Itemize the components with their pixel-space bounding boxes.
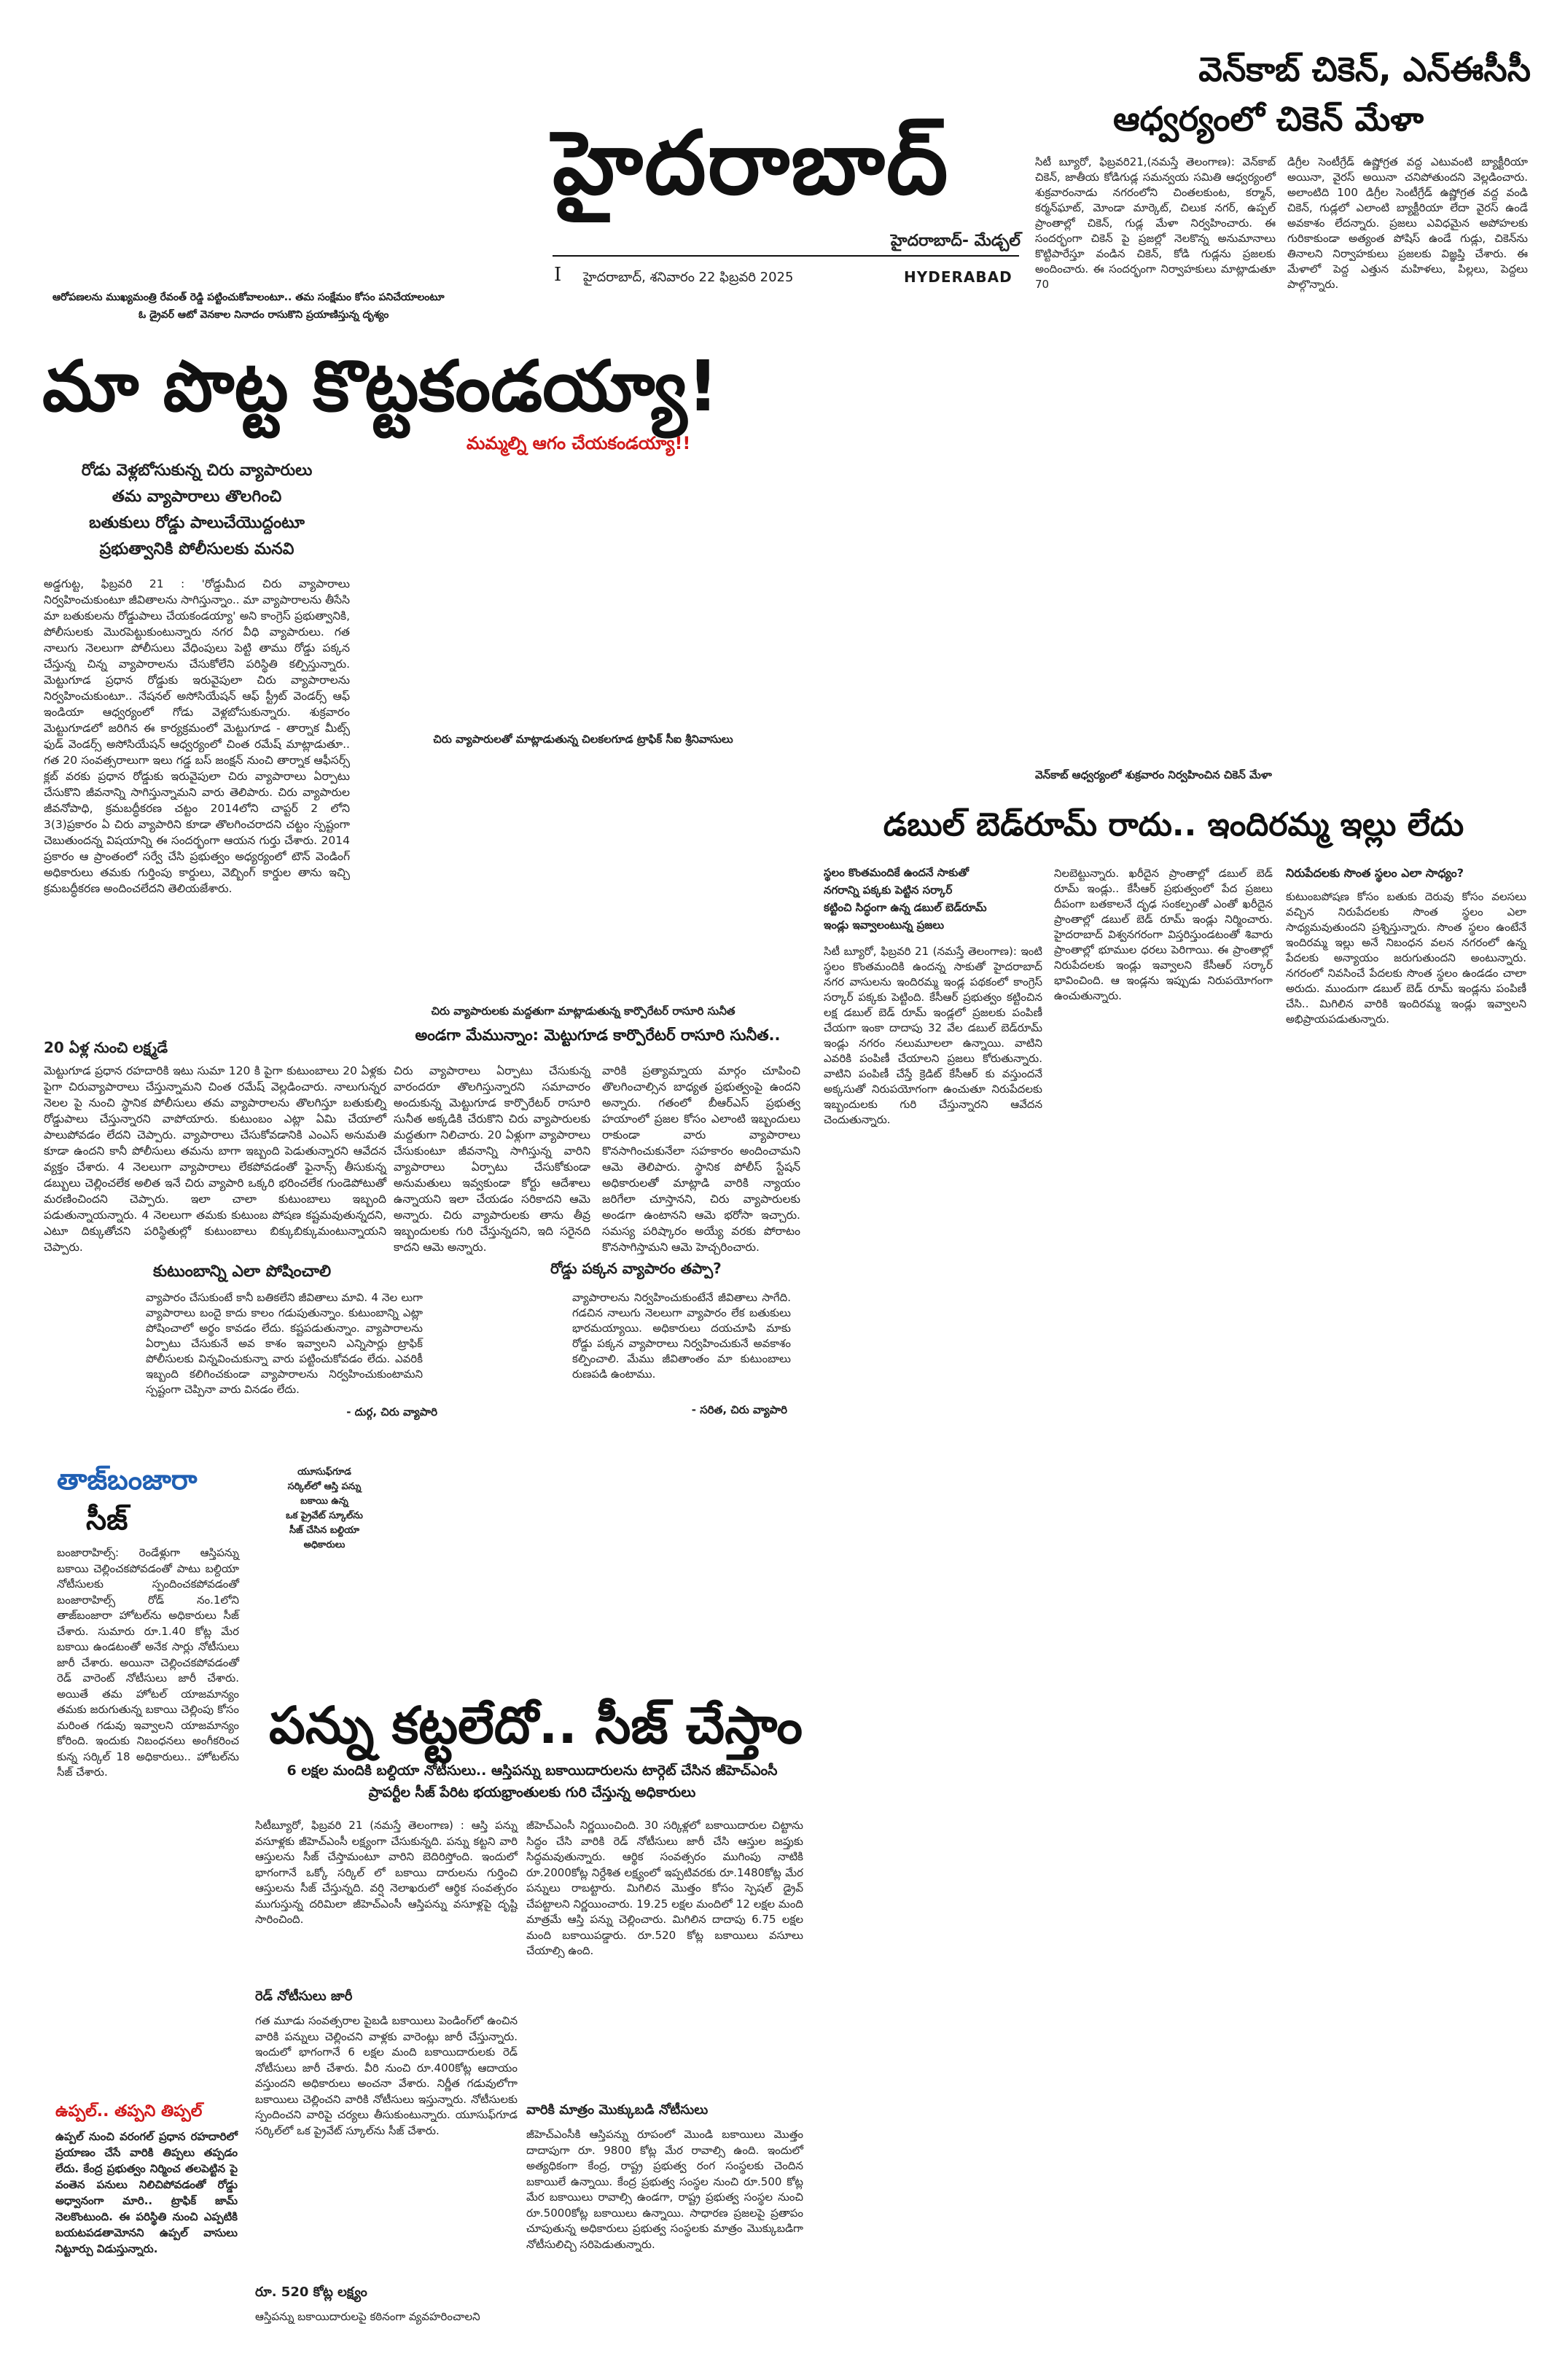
chicken-mela-photo-caption: వెన్‌కాబ్ ఆధ్వర్యంలో శుక్రవారం నిర్వహించిన చికెన్ మేళా xyxy=(1035,768,1272,781)
double-bed-kicker-line: నగరాన్ని పక్కకు పెట్టిన సర్కార్ xyxy=(824,883,953,897)
chicken-col-1: సిటీ బ్యూరో, ఫిబ్రవరి21,(నమస్తే తెలంగాణ): వెన్‌కాబ్ చికెన్, జాతీయ కోడిగుడ్ల సమన్వయ సమితి ఆధ్వర్యంలో శుక్రవారంనాడు నగరంలోని చింతలకుంట, కర్మాన్, కర్మన్‌ఘాట్, మోండా మార్కెట్, చిలుక నగర్, ఉప్పల్ ప్రాంతాల్లో చికెన్, గుడ్ల మేళా నిర్వహించారు. ఈ సందర్భంగా చికెన్ పై ప్రజల్లో నెలకొన్న అనుమానాలు కొట్టిపారేస్తూ వండిన చికెన్, కోడి గుడ్లను ప్రజలకు అందించారు. ఈ సందర్భంగా నిర్వాహకులు మాట్లాడుతూ 70 xyxy=(1035,155,1276,291)
school-photo-caption-line: అధికారులు xyxy=(303,1540,346,1550)
lead-kicker xyxy=(44,458,350,563)
tax-subhead-red-notices: రెడ్ నోటీసులు జారీ xyxy=(255,1989,353,2004)
lead-kicker-line: తమ వ్యాపారాలు తొలగించి xyxy=(112,488,282,506)
double-bed-kicker xyxy=(824,864,1042,934)
lead-kicker-line: ప్రభుత్వానికి పోలీసులకు మనవి xyxy=(99,540,294,558)
lead-col-1b: మెట్టుగూడ ప్రధాన రహదారికి ఇటు సుమా 120 కి పైగా కుటుంబాలు 20 ఏళ్లకు పైగా చిరువ్యాపారాలు చేస్తున్నామని చింత రమేష్ వెల్లడించారు. నాలుగున్నర నెలల పై నుంచి స్థానిక పోలీసులు తమ వ్యాపారాలను తొలగిస్తూ బతుకుల్ని రోడ్డుపాలు చేస్తున్నారని వాపోయారు. కుటుంబం ఎట్లా ఏమి చేయాలో పాలుపోవడం లేదని చెప్పారు. వ్యాపారాలు చేసుకోవడానికి ఎంఎస్ అనుమతి కూడా ఉందని కానీ పోలీసులు తమను బాగా ఇబ్బంది పెడుతున్నారని ఆవేదన వ్యక్తం చేశారు. 4 నెలలుగా వ్యాపారాలు లేకపోవడంతో ఫైనాన్స్ తీసుకున్న డబ్బులు చెల్లించలేక అలిత ఇనే చిరు వ్యాపారి ఒక్కరి భరించలేక గుండెపోటుతో మరణించిందని చెప్పారు. ఇలా చాలా కుటుంబాలు ఇబ్బంది పడుతున్నాయన్నారు. 4 నెలలుగా తమకు కుటుంబ పోషణ కష్టమవుతున్నదని, ఎటూ దిక్కుతోచని పరిస్థితుల్లో కుటుంబాలు బిక్కుబిక్కుమంటున్నాయని చెప్పారు. xyxy=(44,1064,386,1254)
tax-col-2b: జీహెచ్ఎంసీకి ఆస్తిపన్ను రూపంలో మొండి బకాయిలు మొత్తం దాదాపుగా రూ. 9800 కోట్ల మేర రావాల్సి ఉంది. ఇందులో అత్యధికంగా కేంద్ర, రాష్ట్ర ప్రభుత్వ రంగ సంస్థలకు చెందిన బకాయిలే ఉన్నాయి. కేంద్ర ప్రభుత్వ సంస్థల నుంచి రూ.500 కోట్ల మేర బకాయిలు రావాల్సి ఉండగా, రాష్ట్ర ప్రభుత్వ సంస్థల నుంచి రూ.5000కోట్ల బకాయిలు ఉన్నాయి. సాధారణ ప్రజలపై ప్రతాపం చూపుతున్న అధికారులు ప్రభుత్వ సంస్థలకు మాత్రం మొక్కుబడిగా నోటీసులిచ్చి సరిపెడుతున్నారు. xyxy=(526,2128,803,2251)
lead-col-3: వారికి ప్రత్యామ్నాయ మార్గం చూపించి తొలగించాల్సిన బాధ్యత ప్రభుత్వంపై ఉందని అన్నారు. గతంలో బీఆర్ఎస్ ప్రభుత్వ హయాంలో ప్రజల కోసం ఎలాంటి ఇబ్బందులు రాకుండా వారు వ్యాపారాలు కొనసాగించుకునేలా సహకారం అందించామని ఆమె తెలిపారు. స్థానిక పోలీస్ స్టేషన్ అధికారులతో మాట్లాడి వారికి న్యాయం జరిగేలా చూస్తానని, చిరు వ్యాపారులకు అండగా ఉంటానని ఆమె భరోసా ఇచ్చారు. సమస్య పరిష్కారం అయ్యే వరకు పోరాటం కొనసాగిస్తామని ఆమె హెచ్చరించారు. xyxy=(602,1064,800,1254)
school-photo-caption-line: బకాయి ఉన్న xyxy=(300,1496,348,1507)
chicken-headline-2: ఆధ్వర్యంలో చికెన్ మేళా xyxy=(1112,99,1424,138)
chicken-col-2: డిగ్రీల సెంటీగ్రేడ్ ఉష్ణోగ్రత వద్ద ఎటువంటి బ్యాక్టీరియా అయినా, వైరస్ అయినా చనిపోతుందని వెల్లడించారు. అలాంటిది 100 డిగ్రీల సెంటీగ్రేడ్ ఉష్ణోగ్రత వద్ద వండి చికెన్, గుడ్లలో ఎలాంటి బ్యాక్టీరియా లేదా వైరస్ ఉండే అవకాశం లేదన్నారు. ప్రజలు ఎవిధమైన అపోహలకు గురికాకుండా అత్యంత పోషిస్ ఉండే గుడ్లు, చికెన్‌ను తినాలని నిర్వాహకులు ప్రజలకు విజ్ఞప్తి చేశారు. ఈ మేళాలో పెద్ద ఎత్తున మహిళలు, పిల్లలు, పెద్దలు పాల్గొన్నారు. xyxy=(1287,155,1528,291)
page-number: I xyxy=(554,264,562,286)
double-bed-kicker-line: స్థలం కొంతమందికే ఉందనే సాకుతో xyxy=(824,866,969,879)
masthead-subtitle: హైదరాబాద్- మేడ్చల్ xyxy=(890,232,1021,250)
sidebar-1-body: వ్యాపారం చేసుకుంటే కానీ బతికలేని జీవితాలు మావి. 4 నెల లుగా వ్యాపారాలు బందై కాదు కాలం గడుపుతున్నాం. కుటుంబాన్ని ఎట్లా పోషించాలో అర్థం కావడం లేదు. కష్టపడుతున్నాం. వ్యాపారాలను ఏర్పాటు చేసుకునే అవ కాశం ఇవ్వాలని ఎన్నిసార్లు ట్రాఫిక్ పోలీసులకు విన్నవించుకున్నా వారు పట్టించుకోవడం లేదు. ఎవరికీ ఇబ్బంది కలిగించకుండా వ్యాపారాలను నిర్వహించుకుంటామని స్పష్టంగా చెప్పినా వారు వినడం లేదు. xyxy=(146,1291,423,1396)
chicken-headline-1: వెన్‌కాబ్ చికెన్, ఎన్ఈసీసీ xyxy=(1198,50,1531,89)
tajbanjara-headline-2: సీజ్ xyxy=(86,1503,128,1537)
tajbanjara-headline-1: తాజ్‌బంజారా xyxy=(57,1464,198,1496)
sidebar-1-title: కుటుంబాన్ని ఎలా పోషించాలి xyxy=(153,1263,332,1281)
tax-story-photo xyxy=(824,1166,1538,2347)
lead-photo-1 xyxy=(364,467,787,729)
double-bed-kicker-line: ఇండ్లు ఇవ్వాలంటున్న ప్రజలు xyxy=(824,918,945,932)
promo-caption-line2: ఓ డ్రైవర్ ఆటో వెనకాల నినాదం రాసుకొని ప్రయాణిస్తున్న దృశ్యం xyxy=(138,309,389,321)
double-bed-kicker-line: కట్టించి సిద్ధంగా ఉన్న డబుల్ బెడ్‌రూమ్ xyxy=(824,901,987,914)
tax-kicker-1: 6 లక్షల మందికి బల్దియా నోటీసులు.. ఆస్తిపన్ను బకాయిదారులను టార్గెట్ చేసిన జీహెచ్ఎంసీ xyxy=(286,1763,778,1779)
sidebar-2-sign: - సరిత, చిరు వ్యాపారి xyxy=(691,1403,787,1416)
uppal-headline: ఉప్పల్.. తప్పని తిప్పల్ xyxy=(55,2102,203,2120)
double-bed-headline: డబుల్ బెడ్‌రూమ్ రాదు.. ఇందిరమ్మ ఇల్లు లేదు xyxy=(883,806,1464,843)
tax-col-1b: గత మూడు సంవత్సరాల పైబడి బకాయిలు పెండింగ్‌లో ఉంచిన వారికి పన్నులు చెల్లించని వాళ్లకు వారెంట్లు జారీ చేస్తున్నారు. ఇందులో భాగంగానే 6 లక్షల మంది బకాయిదారులకు రెడ్ నోటీసులు జారీ చేశారు. వీరి నుంచి రూ.400కోట్ల ఆదాయం వస్తుందని అధికారులు అంచనా వేశారు. నిర్ణీత గడువులోగా బకాయిలు చెల్లించని వారికి నోటీసులు ఇస్తున్నారు. నోటీసులకు స్పందించని వారిపై చర్యలు తీసుకుంటున్నారు. యూసుఫ్‌గూడ సర్కిల్‌లో ఒక ప్రైవేట్ స్కూల్‌ను సీజ్ చేశారు. xyxy=(255,2014,518,2137)
tax-headline: పన్ను కట్టలేదో.. సీజ్ చేస్తాం xyxy=(268,1696,803,1755)
tajbanjara-body: బంజారాహిల్స్: రెండేళ్లుగా ఆస్తిపన్ను బకాయి చెల్లించకపోవడంతో పాటు బల్దియా నోటీసులకు స్పందించకపోవడంతో బంజారాహిల్స్ రోడ్ నం.1లోని తాజ్‌బంజారా హోటల్‌ను అధికారులు సీజ్ చేశారు. సుమారు రూ.1.40 కోట్ల మేర బకాయి ఉండటంతో అనేక సార్లు నోటీసులు జారీ చేశారు. అయినా చెల్లించకపోవడంతో రెడ్ వారెంట్ నోటీసులు జారీ చేశారు. అయితే తమ హోటల్ యాజమాన్యం తమకు జరుగుతున్న బకాయి చెల్లింపు కోసం మరింత గడువు ఇవ్వాలని యాజమాన్యం కోరింది. ఇందుకు నిబంధనలు అంగీకరించ కున్న సర్కిల్ 18 అధికారులు.. హోటల్‌ను సీజ్ చేశారు. xyxy=(57,1546,239,1779)
school-photo-caption-line: సర్కిల్‌లో ఆస్తి పన్ను xyxy=(287,1481,362,1492)
tax-col-1c: ఆస్తిపన్ను బకాయిదారులపై కఠినంగా వ్యవహరించాలని xyxy=(255,2310,480,2323)
lead-photo-1-caption: చిరు వ్యాపారులతో మాట్లాడుతున్న చిలకలగూడ ట్రాఫిక్ సీఐ శ్రీనివాసులు xyxy=(433,733,733,746)
lead-subhead-20-years: 20 ఏళ్ల నుంచి లక్ష్మడే xyxy=(44,1039,168,1056)
sidebar-2-body: వ్యాపారాలను నిర్వహించుకుంటేనే జీవితాలు సాగేది. గడచిన నాలుగు నెలలుగా వ్యాపారం లేక బతుకులు భారమయ్యాయి. అధికారులు దయచూపి మాకు రోడ్డు పక్కన వ్యాపారాలు నిర్వహించుకునే అవకాశం కల్పించాలి. మేము జీవితాంతం మా కుటుంబాలు రుణపడి ఉంటాము. xyxy=(572,1291,791,1381)
lead-kicker-line: రోడు వెళ్లబోసుకున్న చిరు వ్యాపారులు xyxy=(81,461,313,480)
school-photo-caption-line: ఒక ప్రైవేట్ స్కూల్‌ను xyxy=(286,1510,363,1521)
school-photo-caption-line: యూసుఫ్‌గూడ xyxy=(297,1467,351,1478)
school-photo xyxy=(408,1458,787,1677)
lead-photo-2 xyxy=(364,751,787,991)
tax-col-2: జీహెచ్ఎంసీ నిర్ణయించింది. 30 సర్కిళ్లలో బకాయిదారుల చిట్టాను సిద్ధం చేసి వారికి రెడ్ నోటీసులు జారీ చేసి ఆస్తుల జప్తుకు సిద్ధమవుతున్నారు. ఆర్థిక సంవత్సరం ముగింపు నాటికి రూ.2000కోట్ల నిర్దేశిత లక్ష్యంలో ఇప్పటివరకు రూ.1480కోట్ల మేర పన్నులు రాబట్టారు. మిగిలిన మొత్తం కోసం స్పెషల్ డ్రైవ్ చేపట్టాలని నిర్ణయించారు. 19.25 లక్షల మందిలో 12 లక్షల మంది మాత్రమే ఆస్తి పన్ను చెల్లించారు. మిగిలిన దాదాపు 6.75 లక్షల మంది బకాయిపడ్డారు. రూ.520 కోట్ల బకాయిలు వసూలు చేయాల్సి ఉంది. xyxy=(526,1819,803,1957)
lead-col-2: చిరు వ్యాపారాలు ఏర్పాటు చేసుకున్న వారందరూ తొలగిస్తున్నారని సమాచారం అందుకున్న మెట్టుగూడ కార్పొరేటర్ రాసూరి సునీత అక్కడికి చేరుకొని చిరు వ్యాపారులకు మద్దతుగా నిలిచారు. 20 ఏళ్లుగా వ్యాపారాలు చేసుకుంటూ జీవనాన్ని సాగిస్తున్న వారిని వ్యాపారాలు ఏర్పాటు చేసుకోకుండా అనుమతులు ఇవ్వకుండా కోర్టు ఆదేశాలు ఉన్నాయని ఇలా చేయడం సరికాదని ఆమె అన్నారు. చిరు వ్యాపారులకు తాను తీవ్ర ఇబ్బందులకు గురి చేస్తున్నదని, ఇది సరైనది కాదని ఆమె అన్నారు. xyxy=(394,1064,590,1254)
lead-headline: మా పొట్ట కొట్టకండయ్యా! xyxy=(42,346,719,427)
masthead-title: హైదరాబాద్ xyxy=(553,113,950,214)
double-bed-col-3: కుటుంబపోషణ కోసం బతుకు దెరువు కోసం వలసలు వచ్చిన నిరుపేదలకు సొంత స్థలం ఎలా సాధ్యమవుతుందని ప్రశ్నిస్తున్నారు. సొంత స్థలం ఉంటేనే ఇందిరమ్మ ఇల్లు అనే నిబంధన వలన నగరంలో ఉన్న పేదలకు అన్యాయం జరుగుతుందని అంటున్నారు. నగరంలో నివసించే పేదలకు సొంత స్థలం ఉండడం చాలా అరుదు. ముందుగా డబుల్ బెడ్ రూమ్ ఇండ్లను పంపిణీ చేసి.. మిగిలిన వారికి ఇందిరమ్మ ఇండ్లు ఇవ్వాలని అభిప్రాయపడుతున్నారు. xyxy=(1286,890,1526,1026)
promo-caption-line1: ఆరోపణలను ముఖ్యమంత్రి రేవంత్ రెడ్డి పట్టించుకోవాలంటూ.. తమ సంక్షేమం కోసం పనిచేయాలంటూ xyxy=(52,292,445,303)
sidebar-2-title: రోడ్డు పక్కన వ్యాపారం తప్పా? xyxy=(550,1260,722,1277)
tax-kicker-2: ప్రాపర్టీల సీజ్‌ పేరిట భయభ్రాంతులకు గురి చేస్తున్న అధికారులు xyxy=(368,1784,696,1800)
lead-kicker-line: బతుకులు రోడ్డు పాలుచేయొద్దంటూ xyxy=(89,514,305,532)
lead-col-1: అడ్డగుట్ట, ఫిబ్రవరి 21 : 'రోడ్డుమీద చిరు వ్యాపారాలు నిర్వహించుకుంటూ జీవితాలను సాగిస్తున్నాం.. మా వ్యాపారాలను తీసేసి మా బతుకులను రోడ్డుపాలు చేయకండయ్యా' అని కాంగ్రెస్ ప్రభుత్వానికి, పోలీసులకు మొరపెట్టుకుంటున్నారు నగర వీధి వ్యాపారులు. గత నాలుగు నెలలుగా పోలీసులు వేధింపులు పెట్టి తాము రోడ్డు పక్కన చేస్తున్న చిన్న వ్యాపారాలను చేసుకోలేని పరిస్థితి కల్పిస్తున్నారు. మెట్టుగూడ ప్రధాన రోడ్డుకు ఇరువైపులా చిరు వ్యాపారాలను నిర్వహించుకుంటూ.. నేషనల్ అసోసియేషన్ ఆఫ్ స్ట్రీట్ వెండర్స్ ఆఫ్ ఇండియా ఆధ్వర్యంలో గోడు వెళ్లబోసుకున్నారు. శుక్రవారం మెట్టుగూడలో జరిగిన ఈ కార్యక్రమంలో మెట్టుగూడ - తార్నాక మీట్స్ ఫుడ్ వెండర్స్ అసోసియేషన్ ఆధ్వర్యంలో చింత రమేష్ మాట్లాడుతూ.. గత 20 సంవత్సరాలుగా ఇలు గడ్డ బస్ జంక్షన్ నుంచి తార్నాక ఆఫీసర్స్ క్లబ్ వరకు ప్రధాన రోడ్డుకు ఇరువైపులా చిరు వ్యాపారాలు ఏర్పాటు చేసుకొని జీవనాన్ని సాగిస్తున్నామని వారు తెలిపారు. చిరు వ్యాపారుల జీవనోపాధి, క్రమబద్ధీకరణ చట్టం 2014లోని చాప్టర్ 2 లోని 3(3)ప్రకారం ఏ చిరు వ్యాపారిని కూడా తొలగించరాదని చట్టం స్పష్టంగా చెబుతుందన్న విషయాన్ని ఈ సందర్భంగా ఆయన గుర్తు చేశారు. 2014 ప్రకారం ఆ ప్రాంతంలో సర్వే చేసి ప్రభుత్వం అధ్యర్యంలో టౌన్ వెండింగ్ అధికారులు తమకు గుర్తింపు కార్డులు, వెబ్బింగ్ కార్డుల తాను ఇచ్చి క్రమబద్ధీకరణ అందించలేదని తెలియజేశారు. xyxy=(44,577,350,895)
double-bed-col-1: సిటీ బ్యూరో, ఫిబ్రవరి 21 (నమస్తే తెలంగాణ): ఇంటి స్థలం కొంతమందికి ఉందన్న సాకుతో హైదరాబాద్ నగర వాసులను ఇందిరమ్మ ఇండ్ల పథకంలో కాంగ్రెస్ సర్కార్ పక్కకు పెట్టింది. కేసీఆర్ ప్రభుత్వం కట్టించిన లక్ష డబుల్ బెడ్ రూమ్ ఇండ్లలో ప్రజలకు పంపిణీ చేయగా ఇంకా దాదాపు 32 వేల డబుల్ బెడ్‌రూమ్ ఇండ్లు నగరం నలుమూలలా ఉన్నాయి. వాటిని ఎవరికి పంపిణీ చేయాలని ప్రజలు కోరుతున్నారు. వాటిని పంపిణీ చేస్తే క్రెడిట్ కేసీఆర్ కు వస్తుందనే అక్కసుతో నిరుపయోగంగా ఉంచుతూ నిరుపేదలకు ఇబ్బందులకు గురి చేస్తున్నారని ఆవేదన చెందుతున్నారు. xyxy=(824,945,1042,1126)
tax-subhead-target: రూ. 520 కోట్ల లక్ష్యం xyxy=(255,2285,367,2300)
double-bed-col-2: నిలబెట్టున్నారు. ఖరీదైన ప్రాంతాల్లో డబుల్ బెడ్ రూమ్ ఇండ్లు.. కేసీఆర్ ప్రభుత్వంలో పేద ప్రజలు దీపంగా బతకాలనే దృఢ సంకల్పంతో ఎంతో ఖరీదైన ప్రాంతాల్లో డబుల్ బెడ్ రూమ్ ఇండ్లు నిర్మించారు. హైదరాబాద్ విశ్వనగరంగా విస్తరిస్తుండటంతో శివారు ప్రాంతాల్లో భూముల ధరలు పెరిగాయి. ఈ ప్రాంతాల్లో నిరుపేదలకు ఇండ్లు ఇవ్వాలని కేసీఆర్ సర్కార్ భావించింది. ఆ ఇండ్లను ఇప్పుడు నిరుపయోగంగా ఉంచుతున్నారు. xyxy=(1054,867,1273,1002)
dateline: హైదరాబాద్, శనివారం 22 ఫిబ్రవరి 2025 xyxy=(583,270,794,285)
double-bed-col-3-title: నిరుపేదలకు సొంత స్థలం ఎలా సాధ్యం? xyxy=(1286,866,1464,880)
chicken-mela-photo xyxy=(1035,321,1531,758)
lead-quote-title: అండగా మేమున్నాం: మెట్టుగూడ కార్పొరేటర్ రాసూరి సునీత.. xyxy=(415,1026,781,1044)
tax-col-1: సిటీబ్యూరో, ఫిబ్రవరి 21 (నమస్తే తెలంగాణ) : ఆస్తి పన్ను వసూళ్లకు జీహెచ్ఎంసీ లక్ష్యంగా చేసుకున్నది. పన్ను కట్టని వారి ఆస్తులను సీజ్ చేస్తామంటూ వారిని బెదిరిస్తోంది. ఇందులో భాగంగానే ఒక్కో సర్కిల్ లో బకాయి దారులను గుర్తించి ఆస్తులను సీజ్ చేస్తున్నది. వర్షి నెలాఖరులో ఆర్థిక సంవత్సరం ముగుస్తున్న దరిమిలా జీహెచ్ఎంసీ ఆస్తిపన్ను వసూళ్లపై దృష్టి సారించింది. xyxy=(255,1819,518,1926)
masthead-rule xyxy=(553,255,1019,257)
lead-subhead: మమ్మల్ని ఆగం చేయకండయ్యా!! xyxy=(467,433,691,453)
uppal-body: ఉప్పల్ నుంచి వరంగల్ ప్రధాన రహదారిలో ప్రయాణం చేసే వారికి తిప్పలు తప్పడం లేదు. కేంద్ర ప్రభుత్వం నిర్మించ తలపెట్టిన పై వంతెన పనులు నిలిచిపోవడంతో రోడ్డు అధ్వానంగా మారి.. ట్రాఫిక్ జామ్ నెలకొంటుంది. ఈ పరిస్థితి నుంచి ఎప్పటికి బయటపడతామోనని ఉప్పల్ వాసులు నిట్టూర్పు విడుస్తున్నారు. xyxy=(55,2130,238,2255)
edition-label: HYDERABAD xyxy=(904,268,1012,286)
sidebar-1-sign: - దుర్గ, చిరు వ్యాపారి xyxy=(346,1405,437,1419)
school-photo-caption xyxy=(255,1465,394,1553)
lead-photo-2-caption: చిరు వ్యాపారులకు మద్దతుగా మాట్లాడుతున్న కార్పొరేటర్ రాసూరి సునీత xyxy=(431,1004,735,1018)
tax-subhead-notices: వారికి మాత్రం మొక్కుబడి నోటీసులు xyxy=(526,2102,709,2118)
school-photo-caption-line: సీజ్ చేసిన బల్దియా xyxy=(289,1525,359,1536)
